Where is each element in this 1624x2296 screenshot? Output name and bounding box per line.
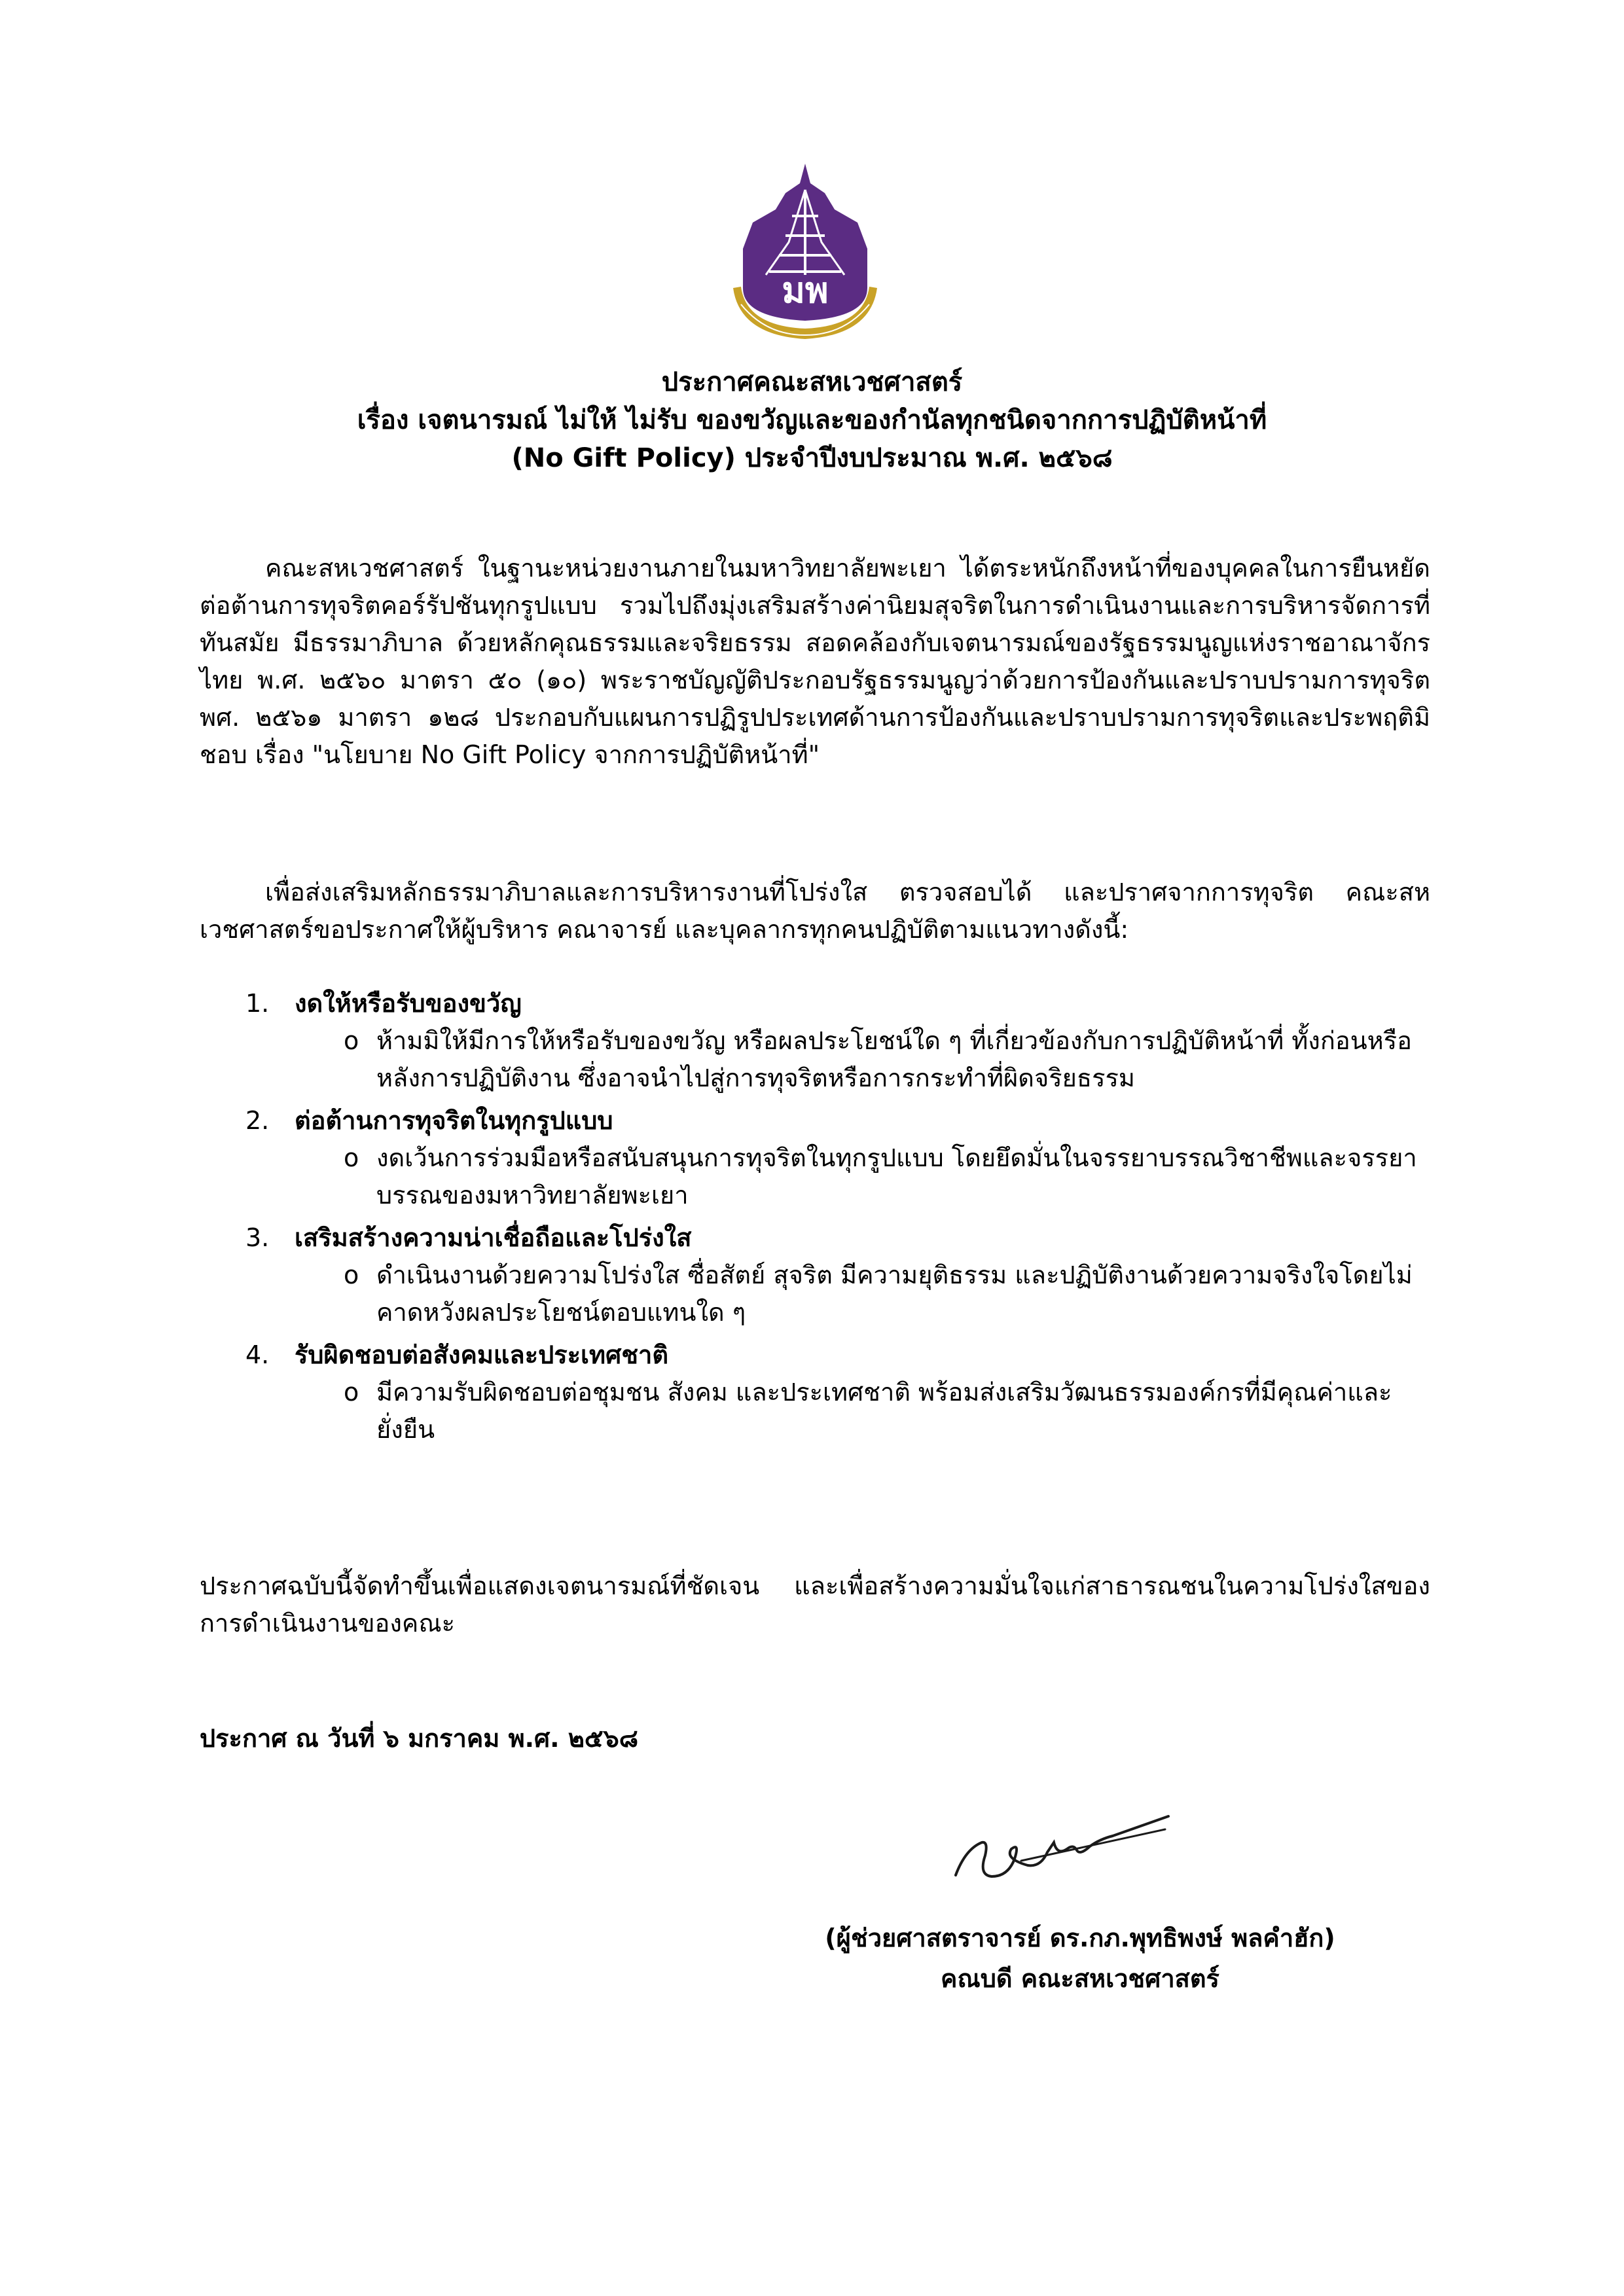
list-item-detail (200, 1374, 1430, 1448)
list-item-detail-text: ดำเนินงานด้วยความโปร่งใส ซื่อสัตย์ สุจริต มีความยุติธรรม และปฏิบัติงานด้วยความจริงใจโดยไม่คาดหวังผลประโยชน์ตอบแทนใด ๆ (376, 1261, 1413, 1327)
list-item-number: 3. (245, 1223, 270, 1252)
bullet-icon: o (344, 1143, 359, 1172)
list-item-detail (200, 1139, 1430, 1214)
announcement-title (0, 363, 1624, 477)
signer-block (753, 1918, 1407, 1999)
university-seal-logo (727, 164, 884, 347)
list-item-heading (200, 1336, 1430, 1374)
list-item-number: 1. (245, 989, 270, 1018)
seal-icon (727, 164, 884, 347)
title-line-1: ประกาศคณะสหเวชศาสตร์ (661, 367, 963, 397)
signature-image (943, 1803, 1178, 1895)
preamble-section (200, 874, 1430, 948)
preamble-paragraph: เพื่อส่งเสริมหลักธรรมาภิบาลและการบริหารงานที่โปร่งใส ตรวจสอบได้ และปราศจากการทุจริต คณะสหเวชศาสตร์ขอประกาศให้ผู้บริหาร คณาจารย์ และบุคลากรทุกคนปฏิบัติตามแนวทางดังนี้: (200, 878, 1430, 944)
list-item-detail-text: งดเว้นการร่วมมือหรือสนับสนุนการทุจริตในทุกรูปแบบ โดยยึดมั่นในจรรยาบรรณวิชาชีพและจรรยาบรรณของมหาวิทยาลัยพะเยา (376, 1143, 1417, 1210)
signer-position: คณบดี คณะสหเวชศาสตร์ (941, 1964, 1219, 1993)
guideline-list (200, 985, 1430, 1454)
svg-text:มพ: มพ (782, 270, 829, 311)
signer-name: (ผู้ช่วยศาสตราจารย์ ดร.กภ.พุทธิพงษ์ พลคำฮัก) (825, 1924, 1335, 1952)
list-item-heading (200, 1219, 1430, 1257)
list-item-detail (200, 1022, 1430, 1097)
list-item-heading (200, 1102, 1430, 1139)
title-line-3: (No Gift Policy) ประจำปีงบประมาณ พ.ศ. ๒๕๖๘ (511, 443, 1113, 473)
closing-section (200, 1568, 1430, 1642)
list-item-title: รับผิดชอบต่อสังคมและประเทศชาติ (295, 1340, 669, 1369)
intro-paragraph: คณะสหเวชศาสตร์ ในฐานะหน่วยงานภายในมหาวิทยาลัยพะเยา ได้ตระหนักถึงหน้าที่ของบุคคลในการยืนหยัดต่อต้านการทุจริตคอร์รัปชันทุกรูปแบบ รวมไปถึงมุ่งเสริมสร้างค่านิยมสุจริตในการดำเนินงานและการบริหารจัดการที่ทันสมัย มีธรรมาภิบาล ด้วยหลักคุณธรรมและจริยธรรม สอดคล้องกับเจตนารมณ์ของรัฐธรรมนูญแห่งราชอาณาจักรไทย พ.ศ. ๒๕๖๐ มาตรา ๕๐ (๑๐) พระราชบัญญัติประกอบรัฐธรรมนูญว่าด้วยการป้องกันและปราบปรามการทุจริต พศ. ๒๕๖๑ มาตรา ๑๒๘ ประกอบกับแผนการปฏิรูปประเทศด้านการป้องกันและปราบปรามการทุจริตและประพฤติมิชอบ เรื่อง "นโยบาย No Gift Policy จากการปฏิบัติหน้าที่" (200, 554, 1430, 769)
list-item-number: 4. (245, 1340, 270, 1369)
list-item-heading (200, 985, 1430, 1022)
list-item-detail-text: ห้ามมิให้มีการให้หรือรับของขวัญ หรือผลประโยชน์ใด ๆ ที่เกี่ยวข้องกับการปฏิบัติหน้าที่ ทั้งก่อนหรือหลังการปฏิบัติงาน ซึ่งอาจนำไปสู่การทุจริตหรือการกระทำที่ผิดจริยธรรม (376, 1026, 1412, 1092)
bullet-icon: o (344, 1261, 359, 1289)
list-item-detail (200, 1257, 1430, 1331)
list-item-title: ต่อต้านการทุจริตในทุกรูปแบบ (295, 1106, 613, 1135)
intro-section (200, 550, 1430, 774)
list-item-title: เสริมสร้างความน่าเชื่อถือและโปร่งใส (295, 1223, 692, 1252)
closing-paragraph: ประกาศฉบับนี้จัดทำขึ้นเพื่อแสดงเจตนารมณ์ที่ชัดเจน และเพื่อสร้างความมั่นใจแก่สาธารณชนในความโปร่งใสของการดำเนินงานของคณะ (200, 1571, 1430, 1638)
bullet-icon: o (344, 1378, 359, 1407)
list-item-number: 2. (245, 1106, 270, 1135)
title-line-2: เรื่อง เจตนารมณ์ ไม่ให้ ไม่รับ ของขวัญและของกำนัลทุกชนิดจากการปฏิบัติหน้าที่ (357, 405, 1267, 435)
list-item-title: งดให้หรือรับของขวัญ (295, 989, 522, 1018)
bullet-icon: o (344, 1026, 359, 1055)
list-item-detail-text: มีความรับผิดชอบต่อชุมชน สังคม และประเทศชาติ พร้อมส่งเสริมวัฒนธรรมองค์กรที่มีคุณค่าและยั่งยืน (376, 1378, 1392, 1444)
signature-icon (943, 1803, 1178, 1895)
announcement-date: ประกาศ ณ วันที่ ๖ มกราคม พ.ศ. ๒๕๖๘ (200, 1724, 639, 1753)
